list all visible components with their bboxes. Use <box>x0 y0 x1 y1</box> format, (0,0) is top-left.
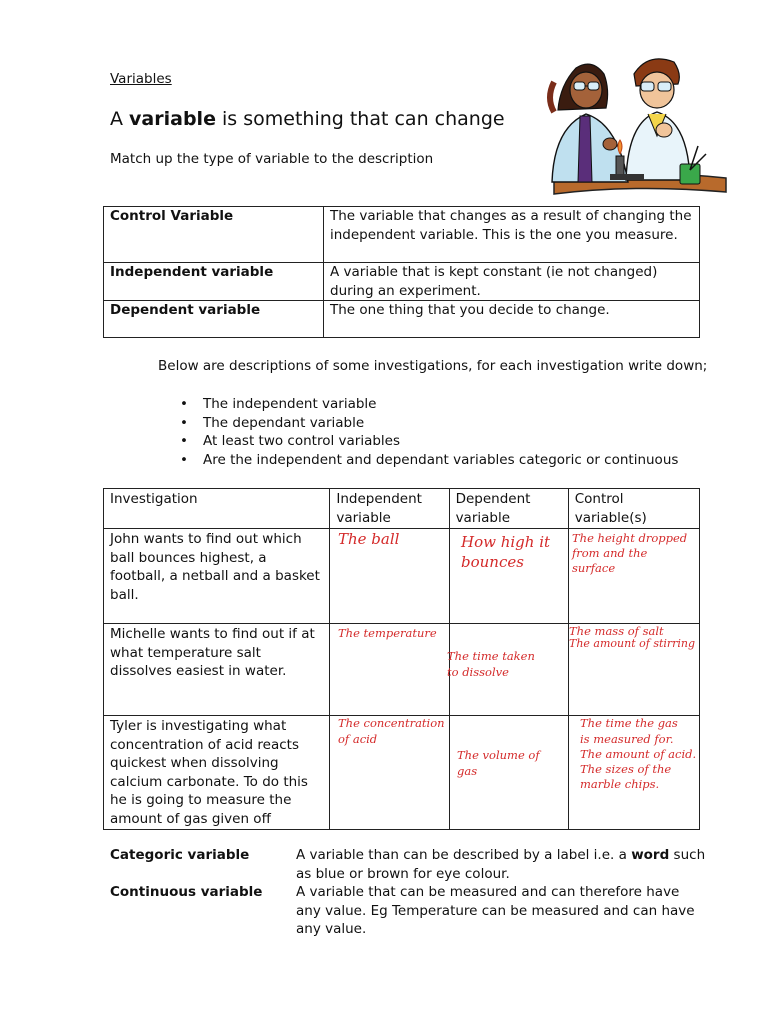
match-row <box>104 301 700 338</box>
handwritten-answer: The height dropped <box>572 531 688 545</box>
match-row <box>104 207 700 263</box>
investigation-intro: Below are descriptions of some investigations, for each investigation write down; <box>158 358 708 374</box>
investigation-cell: John wants to find out which ball bounces highest, a football, a netball and a basket ball. <box>104 529 330 624</box>
definition-text-part: A variable than can be described by a label i.e. a <box>296 847 632 863</box>
handwritten-answer: from and the <box>572 546 648 560</box>
bullet-item: • The dependant variable <box>180 414 678 433</box>
handwritten-answer: The amount of stirring <box>569 637 696 650</box>
match-row <box>104 263 700 301</box>
worksheet-title: Variables <box>110 71 172 87</box>
definition-term: Continuous variable <box>110 884 263 900</box>
handwritten-answer: The time taken <box>447 649 535 663</box>
match-term: Control Variable <box>104 207 324 263</box>
handwritten-answer: How high it <box>461 533 551 551</box>
handwritten-answer: marble chips. <box>580 777 660 791</box>
handwritten-answer: to dissolve <box>447 665 509 679</box>
definition-bold-word: word <box>631 847 670 863</box>
match-description: The variable that changes as a result of changing the independent variable. This is the one you measure. <box>324 207 700 263</box>
handwritten-answer: The volume of <box>457 748 540 762</box>
handwritten-answer: The temperature <box>338 626 437 640</box>
column-header: Investigation <box>104 489 330 529</box>
definition-text: A variable that can be measured and can therefore have any value. Eg Temperature can be measured and can have any value. <box>296 884 695 937</box>
investigation-cell: Michelle wants to find out if at what temperature salt dissolves easiest in water. <box>104 624 330 716</box>
column-header: Independent variable <box>330 489 449 529</box>
scientists-clipart <box>540 50 730 195</box>
handwritten-answer: The amount of acid. <box>580 747 697 761</box>
match-description: The one thing that you decide to change. <box>324 301 700 338</box>
investigation-cell: Tyler is investigating what concentration of acid reacts quickest when dissolving calcium carbonate. To do this he is going to measure the amount of gas given off <box>104 716 330 830</box>
column-header: Control variable(s) <box>568 489 699 529</box>
boy-scientist-figure <box>626 59 690 180</box>
handwritten-answer: The sizes of the <box>580 762 672 776</box>
definition-term: Categoric variable <box>110 847 250 863</box>
bullet-item: • At least two control variables <box>180 432 678 451</box>
handwritten-answer: The concentration <box>338 716 445 730</box>
handwritten-answer: The mass of salt <box>569 624 664 638</box>
bullet-item: • The independent variable <box>180 395 678 414</box>
handwritten-answer: The time the gas <box>580 716 678 730</box>
handwritten-answer: gas <box>457 764 478 778</box>
heading-suffix: is something that can change <box>215 108 505 130</box>
task-bullet-list <box>180 395 678 469</box>
column-header: Dependent variable <box>449 489 568 529</box>
handwritten-answer: The ball <box>338 530 400 548</box>
handwritten-answer: surface <box>572 561 616 575</box>
definition-text-part: such as blue or brown for eye colour. <box>296 847 706 882</box>
handwritten-answer: is measured for. <box>580 732 674 746</box>
match-table <box>103 206 700 338</box>
handwritten-answer: bounces <box>461 553 524 571</box>
table-header-row <box>104 489 700 529</box>
definition-text <box>296 846 706 883</box>
match-instruction: Match up the type of variable to the description <box>110 151 434 167</box>
handwritten-answer: of acid <box>338 732 378 746</box>
heading-bold-word: variable <box>129 108 216 130</box>
match-description: A variable that is kept constant (ie not changed) during an experiment. <box>324 263 700 301</box>
match-term: Dependent variable <box>104 301 324 338</box>
heading-prefix: A <box>110 108 130 130</box>
variable-definition-heading <box>110 106 505 132</box>
match-term: Independent variable <box>104 263 324 301</box>
bullet-item: • Are the independent and dependant variables categoric or continuous <box>180 451 678 470</box>
